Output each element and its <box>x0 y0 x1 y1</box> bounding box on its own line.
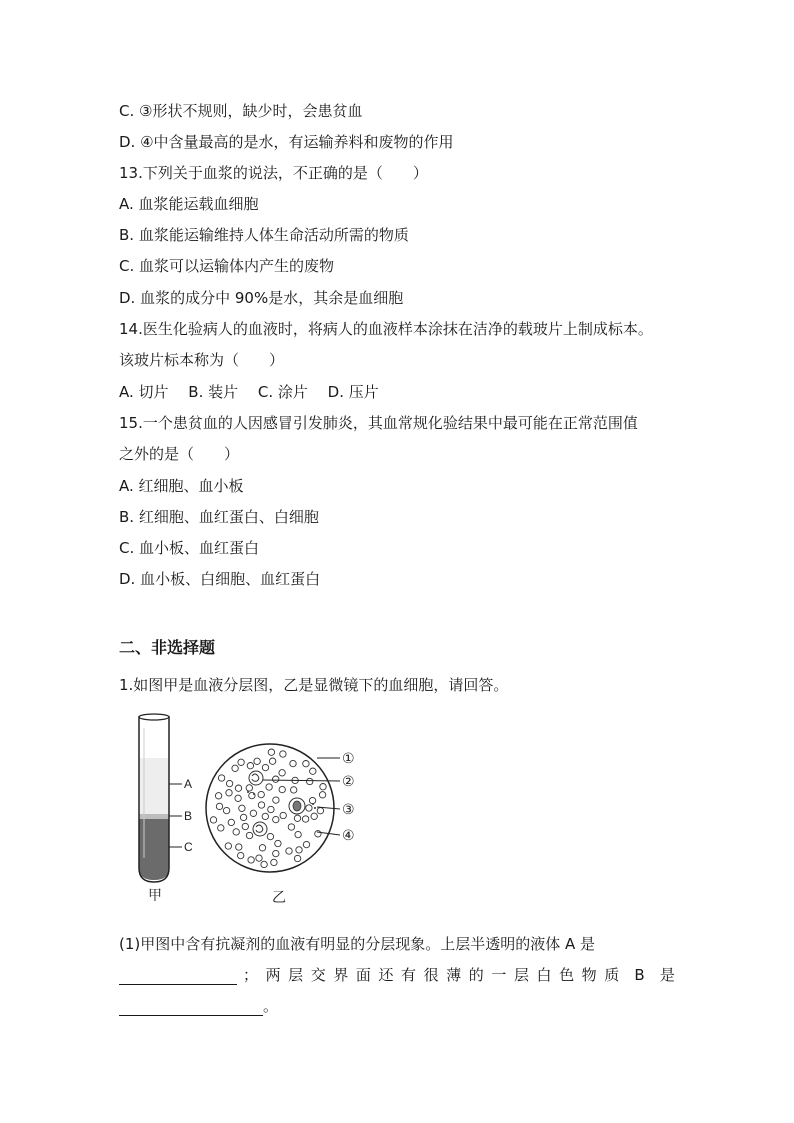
section-heading: 二、非选择题 <box>119 638 216 657</box>
blood-figure-svg <box>110 708 390 914</box>
sub1-line2 <box>119 965 675 985</box>
label-b: B <box>184 809 193 823</box>
q14-stem-cont: 该玻片标本称为（ ） <box>119 351 285 369</box>
q12-option-c: C. ③形状不规则，缺少时，会患贫血 <box>119 102 363 120</box>
tube-caption: 甲 <box>148 888 162 904</box>
microscope-view <box>206 744 355 872</box>
q14-stem: 14.医生化验病人的血液时，将病人的血液样本涂抹在洁净的载玻片上制成标本。 <box>119 320 653 338</box>
label-1: ① <box>342 751 355 767</box>
q15-option-a: A. 红细胞、血小板 <box>119 477 244 495</box>
q15-option-c: C. 血小板、血红蛋白 <box>119 539 260 557</box>
sub1-line3 <box>119 996 278 1016</box>
q13-option-c: C. 血浆可以运输体内产生的废物 <box>119 257 335 275</box>
q15-option-d: D. 血小板、白细胞、血红蛋白 <box>119 570 321 588</box>
sub1-part2: ； 两 层 交 界 面 还 有 很 薄 的 一 层 白 色 物 质 B 是 <box>243 966 675 984</box>
q13-option-b: B. 血浆能运输维持人体生命活动所需的物质 <box>119 226 409 244</box>
test-tube <box>139 714 193 882</box>
answer-blank-b[interactable] <box>119 997 263 1016</box>
blood-figure <box>110 708 390 914</box>
wbc-1 <box>249 771 263 785</box>
q13-stem: 13.下列关于血浆的说法，不正确的是（ ） <box>119 164 428 182</box>
q12-option-d: D. ④中含量最高的是水，有运输养料和废物的作用 <box>119 133 454 151</box>
label-3: ③ <box>342 802 355 818</box>
label-2: ② <box>342 774 355 790</box>
label-c: C <box>184 840 193 854</box>
q15-option-b: B. 红细胞、血红蛋白、白细胞 <box>119 508 319 526</box>
q15-stem: 15.一个患贫血的人因感冒引发肺炎，其血常规化验结果中最可能在正常范围值 <box>119 414 638 432</box>
q14-options: A. 切片 B. 装片 C. 涂片 D. 压片 <box>119 383 379 401</box>
wbc-3 <box>253 822 267 836</box>
q1-stem: 1.如图甲是血液分层图，乙是显微镜下的血细胞，请回答。 <box>119 676 509 694</box>
q13-option-a: A. 血浆能运载血细胞 <box>119 195 259 213</box>
q13-option-d: D. 血浆的成分中 90%是水，其余是血细胞 <box>119 289 404 307</box>
sub1-end: 。 <box>263 997 279 1015</box>
label-4: ④ <box>342 828 355 844</box>
label-a: A <box>184 777 193 791</box>
micro-caption: 乙 <box>272 890 286 906</box>
sub1-line1: (1)甲图中含有抗凝剂的血液有明显的分层现象。上层半透明的液体 A 是 <box>119 935 596 953</box>
q15-stem-cont: 之外的是（ ） <box>119 445 240 463</box>
answer-blank-a[interactable] <box>119 966 237 985</box>
